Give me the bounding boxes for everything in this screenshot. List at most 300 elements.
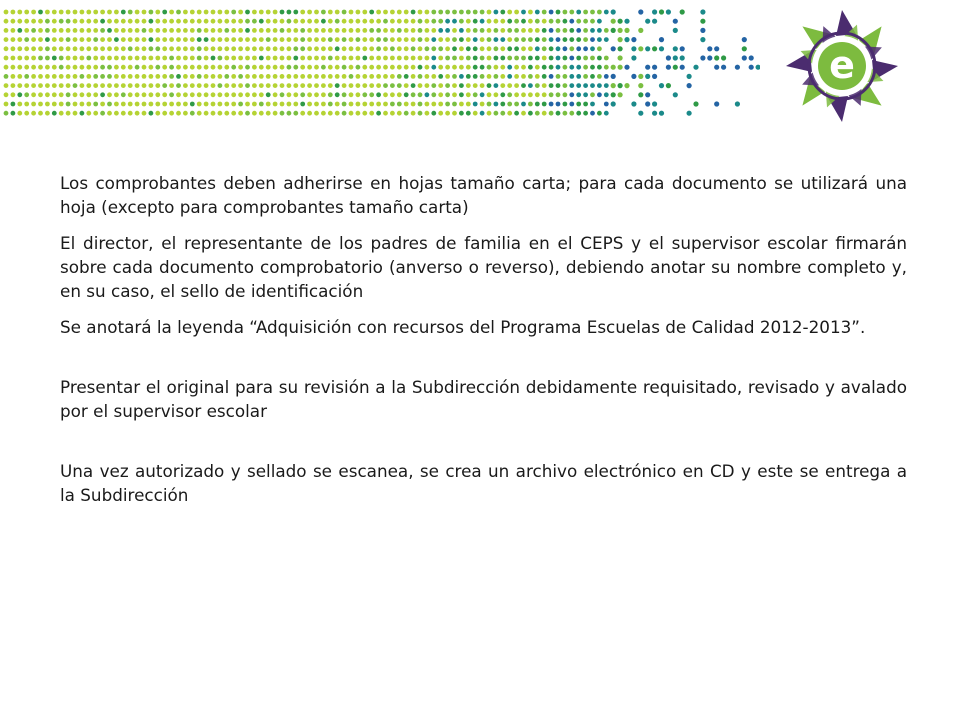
decor-dot [280, 83, 285, 88]
decor-dot [383, 74, 388, 79]
decor-dot [390, 111, 395, 116]
decor-dot [369, 28, 374, 33]
decor-dot [24, 111, 29, 116]
decor-dot [73, 83, 78, 88]
decor-dot [673, 19, 678, 24]
decor-dot [418, 92, 423, 97]
decor-dot [59, 111, 64, 116]
decor-dot [328, 74, 333, 79]
decor-dot [307, 83, 312, 88]
decor-dot [238, 56, 243, 61]
decor-dot [569, 111, 574, 116]
decor-dot [569, 28, 574, 33]
decor-dot [652, 9, 657, 14]
decor-dot [197, 83, 202, 88]
decor-dot [52, 111, 57, 116]
decor-dot [590, 74, 595, 79]
decor-dot [418, 37, 423, 42]
decor-dot [397, 37, 402, 42]
decor-dot [300, 83, 305, 88]
decor-dot [342, 46, 347, 51]
decor-dot [287, 92, 292, 97]
decor-dot [390, 74, 395, 79]
decor-dot [211, 10, 216, 15]
decor-dot [383, 37, 388, 42]
decor-dot [183, 74, 188, 79]
decor-dot [114, 19, 119, 24]
decor-dot [38, 111, 43, 116]
decor-dot [45, 46, 50, 51]
decor-dot [563, 28, 568, 33]
decor-dot [693, 65, 698, 70]
decor-dot [556, 28, 561, 33]
decor-dot [197, 65, 202, 70]
decor-dot [314, 102, 319, 107]
decor-dot [349, 10, 354, 15]
decor-dot [162, 102, 167, 107]
decor-dot [31, 56, 36, 61]
decor-dot [59, 28, 64, 33]
decor-dot [80, 102, 85, 107]
decor-dot [321, 83, 326, 88]
decor-dot [245, 65, 250, 70]
decor-dot [52, 102, 57, 107]
decor-dot [404, 56, 409, 61]
decor-dot [563, 37, 568, 42]
decor-dot [280, 74, 285, 79]
decor-dot [452, 10, 457, 15]
decor-dot [521, 10, 526, 15]
decor-dot [452, 56, 457, 61]
decor-dot [300, 111, 305, 116]
decor-dot [4, 37, 9, 42]
decor-dot [583, 56, 588, 61]
decor-dot [252, 65, 257, 70]
decor-dot [549, 92, 554, 97]
decor-dot [411, 74, 416, 79]
decor-dot [273, 10, 278, 15]
decor-dot [45, 19, 50, 24]
decor-dot [445, 56, 450, 61]
decor-dot [542, 56, 547, 61]
decor-dot [183, 83, 188, 88]
decor-dot [176, 102, 181, 107]
decor-dot [107, 56, 112, 61]
decor-dot [11, 111, 16, 116]
decor-dot [224, 65, 229, 70]
decor-dot [583, 111, 588, 116]
decor-dot [80, 83, 85, 88]
decor-dot [542, 19, 547, 24]
decor-dot [556, 56, 561, 61]
decor-dot [604, 74, 609, 79]
decor-dot [238, 19, 243, 24]
decor-dot [66, 102, 71, 107]
decor-dot [556, 83, 561, 88]
decor-dot [259, 102, 264, 107]
decor-dot [307, 10, 312, 15]
decor-dot [73, 56, 78, 61]
decor-dot [73, 111, 78, 116]
decor-dot [356, 92, 361, 97]
decor-dot [714, 55, 719, 60]
decor-dot [514, 37, 519, 42]
decor-dot [224, 83, 229, 88]
decor-dot [183, 56, 188, 61]
decor-dot [80, 56, 85, 61]
decor-dot [666, 9, 671, 14]
decor-dot [487, 19, 492, 24]
decor-dot [487, 37, 492, 42]
decor-dot [652, 111, 657, 116]
decor-dot [204, 19, 209, 24]
decor-dot [169, 92, 174, 97]
decor-dot [549, 65, 554, 70]
decor-dot [273, 37, 278, 42]
decor-dot [680, 55, 685, 60]
decor-dot [24, 19, 29, 24]
decor-dot [176, 10, 181, 15]
decor-dot [487, 83, 492, 88]
decor-dot [342, 74, 347, 79]
decor-dot [452, 92, 457, 97]
decor-dot [321, 46, 326, 51]
decor-dot [293, 28, 298, 33]
decor-dot [494, 46, 499, 51]
decor-dot [100, 65, 105, 70]
decor-dot [80, 65, 85, 70]
decor-dot [280, 92, 285, 97]
decor-dot [86, 10, 91, 15]
decor-dot [307, 74, 312, 79]
decor-dot [162, 92, 167, 97]
decor-dot [507, 102, 512, 107]
decor-dot [224, 56, 229, 61]
decor-dot [611, 101, 616, 106]
decor-dot [183, 102, 188, 107]
decor-dot [397, 102, 402, 107]
decor-dot [507, 37, 512, 42]
decor-dot [121, 46, 126, 51]
decor-dot [38, 56, 43, 61]
decor-dot [11, 56, 16, 61]
decor-dot [569, 37, 574, 42]
decor-dot [259, 19, 264, 24]
decor-dot [4, 102, 9, 107]
decor-dot [390, 37, 395, 42]
decor-dot [362, 19, 367, 24]
decor-dot [494, 28, 499, 33]
decor-dot [500, 83, 505, 88]
decor-dot [100, 19, 105, 24]
decor-dot [528, 111, 533, 116]
decor-dot [66, 10, 71, 15]
decor-dot [521, 74, 526, 79]
decor-dot [211, 56, 216, 61]
decor-dot [80, 19, 85, 24]
decor-dot [93, 28, 98, 33]
decor-dot [218, 46, 223, 51]
decor-dot [611, 9, 616, 14]
decor-dot [293, 19, 298, 24]
decor-dot [273, 111, 278, 116]
decor-dot [259, 56, 264, 61]
decor-dot [590, 19, 595, 24]
decor-dot [259, 10, 264, 15]
decor-dot [356, 10, 361, 15]
decor-dot [218, 56, 223, 61]
decor-dot [466, 46, 471, 51]
decor-dot [556, 102, 561, 107]
decor-dot [183, 46, 188, 51]
decor-dot [631, 37, 636, 42]
decor-dot [252, 111, 257, 116]
decor-dot [307, 19, 312, 24]
decor-dot [328, 111, 333, 116]
decor-dot [114, 10, 119, 15]
decor-dot [666, 83, 671, 88]
decor-dot [576, 83, 581, 88]
decor-dot [287, 37, 292, 42]
decor-dot [742, 46, 747, 51]
decor-dot [714, 46, 719, 51]
decor-dot [128, 56, 133, 61]
decor-dot [52, 74, 57, 79]
decor-dot [542, 46, 547, 51]
decor-dot [231, 92, 236, 97]
decor-dot [411, 37, 416, 42]
decor-dot [73, 46, 78, 51]
decor-dot [59, 92, 64, 97]
decor-dot [135, 37, 140, 42]
decor-dot [535, 28, 540, 33]
decor-dot [273, 74, 278, 79]
decor-dot [197, 10, 202, 15]
decor-dot [397, 28, 402, 33]
decor-dot [383, 10, 388, 15]
decor-dot [507, 74, 512, 79]
decor-dot [459, 92, 464, 97]
decor-dot [238, 92, 243, 97]
decor-dot [431, 111, 436, 116]
decor-dot [100, 92, 105, 97]
decor-dot [397, 19, 402, 24]
decor-dot [266, 46, 271, 51]
decor-dot [618, 65, 623, 70]
decor-dot [404, 19, 409, 24]
decor-dot [618, 19, 623, 24]
decor-dot [266, 83, 271, 88]
decor-dot [107, 37, 112, 42]
decor-dot [480, 28, 485, 33]
decor-dot [197, 56, 202, 61]
decor-dot [369, 37, 374, 42]
decor-dot [93, 65, 98, 70]
decor-dot [107, 92, 112, 97]
decor-dot [31, 65, 36, 70]
decor-dot [507, 46, 512, 51]
decor-dot [611, 74, 616, 79]
decor-dot [314, 111, 319, 116]
decor-dot [280, 10, 285, 15]
decor-dot [121, 19, 126, 24]
decor-dot [224, 111, 229, 116]
decor-dot [107, 19, 112, 24]
decor-dot [438, 46, 443, 51]
decor-dot [583, 65, 588, 70]
decor-dot [252, 83, 257, 88]
decor-dot [59, 46, 64, 51]
decor-dot [100, 46, 105, 51]
decor-dot [590, 56, 595, 61]
decor-dot [252, 10, 257, 15]
decor-dot [583, 102, 588, 107]
decor-dot [218, 37, 223, 42]
decor-dot [300, 65, 305, 70]
decor-dot [252, 92, 257, 97]
decor-dot [59, 10, 64, 15]
decor-dot [556, 74, 561, 79]
decor-dot [473, 19, 478, 24]
decor-dot [149, 92, 154, 97]
decor-dot [397, 10, 402, 15]
decor-dot [287, 46, 292, 51]
decor-dot [349, 83, 354, 88]
decor-dot [431, 19, 436, 24]
decor-dot [487, 28, 492, 33]
decor-dot [11, 37, 16, 42]
decor-dot [93, 92, 98, 97]
decor-dot [169, 111, 174, 116]
decor-dot [245, 74, 250, 79]
decor-dot [121, 65, 126, 70]
decor-dot [673, 92, 678, 97]
decor-dot [183, 19, 188, 24]
decor-dot [383, 19, 388, 24]
decor-dot [335, 92, 340, 97]
decor-dot [17, 102, 22, 107]
decor-dot [542, 65, 547, 70]
decor-dot [31, 83, 36, 88]
decor-dot [155, 37, 160, 42]
decor-dot [107, 102, 112, 107]
decor-dot [218, 111, 223, 116]
decor-dot [280, 102, 285, 107]
decor-dot [576, 28, 581, 33]
decor-dot [149, 10, 154, 15]
decor-dot [535, 10, 540, 15]
decor-dot [604, 92, 609, 97]
decor-dot [183, 37, 188, 42]
decor-dot [211, 46, 216, 51]
decor-dot [563, 74, 568, 79]
decor-dot [114, 28, 119, 33]
decor-dot [80, 10, 85, 15]
decor-dot [556, 65, 561, 70]
decor-dot [500, 92, 505, 97]
decor-dot [404, 46, 409, 51]
decor-dot [128, 83, 133, 88]
decor-dot [211, 102, 216, 107]
decor-dot [425, 92, 430, 97]
decor-dot [197, 37, 202, 42]
decor-dot [445, 74, 450, 79]
decor-dot [314, 28, 319, 33]
decor-dot [211, 74, 216, 79]
decor-dot [521, 37, 526, 42]
decor-dot [480, 102, 485, 107]
decor-dot [66, 46, 71, 51]
decor-dot [452, 28, 457, 33]
paragraph-revision: Presentar el original para su revisión a la Subdirección debidamente requisitado, revisado y avalado por el supervisor escolar [60, 377, 907, 421]
decor-dot [376, 46, 381, 51]
decor-dot [473, 111, 478, 116]
decor-dot [445, 46, 450, 51]
decor-dot [328, 92, 333, 97]
decor-dot [383, 111, 388, 116]
decor-dot [597, 92, 602, 97]
decor-dot [404, 92, 409, 97]
decor-dot [369, 46, 374, 51]
decor-dot [376, 102, 381, 107]
decor-dot [438, 28, 443, 33]
header-band [0, 0, 960, 128]
decor-dot [383, 46, 388, 51]
decor-dot [114, 74, 119, 79]
decor-dot [11, 102, 16, 107]
decor-dot [459, 56, 464, 61]
decor-dot [190, 92, 195, 97]
decor-dot [280, 46, 285, 51]
decor-dot [11, 19, 16, 24]
decor-dot [569, 92, 574, 97]
decor-dot [100, 37, 105, 42]
decor-dot [514, 46, 519, 51]
decor-dot [59, 65, 64, 70]
decor-dot [563, 92, 568, 97]
decor-dot [452, 65, 457, 70]
decor-dot [280, 28, 285, 33]
decor-dot [418, 10, 423, 15]
decor-dot [431, 92, 436, 97]
decor-dot [376, 92, 381, 97]
decor-dot [473, 37, 478, 42]
decor-dot [169, 65, 174, 70]
decor-dot [86, 111, 91, 116]
decor-dot [438, 65, 443, 70]
decor-dot [218, 74, 223, 79]
decor-dot [197, 46, 202, 51]
decor-dot [452, 46, 457, 51]
decor-dot [252, 74, 257, 79]
decor-dot [431, 83, 436, 88]
decor-dot [307, 92, 312, 97]
decor-dot [238, 46, 243, 51]
decor-dot [549, 28, 554, 33]
decor-dot [549, 111, 554, 116]
decor-dot [31, 74, 36, 79]
decor-dot [659, 83, 664, 88]
decor-dot [45, 74, 50, 79]
decor-dot [17, 37, 22, 42]
decor-dot [611, 92, 616, 97]
decor-dot [114, 111, 119, 116]
decor-dot [645, 19, 650, 24]
decor-dot [480, 74, 485, 79]
decor-dot [211, 28, 216, 33]
decor-dot [149, 65, 154, 70]
decor-dot [321, 19, 326, 24]
